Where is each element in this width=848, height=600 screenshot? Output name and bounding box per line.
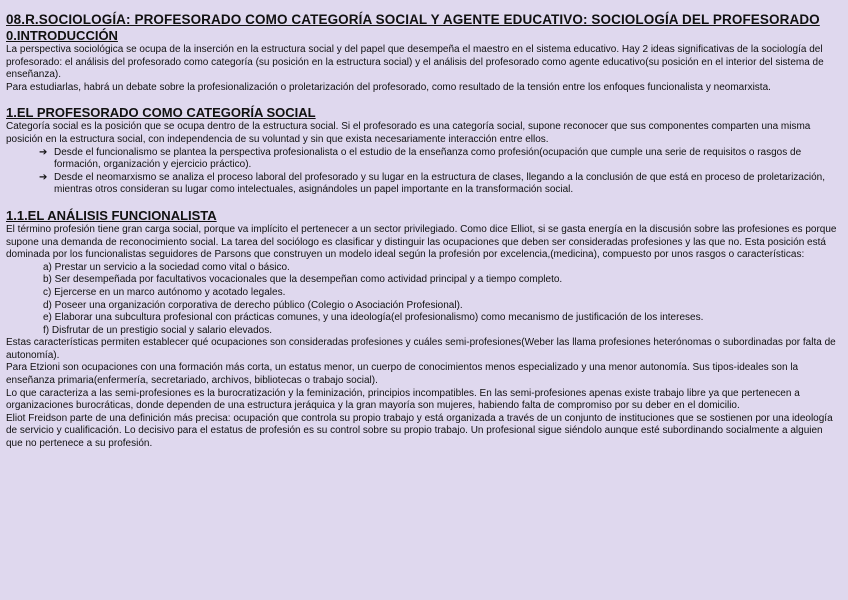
trait-item: c) Ejercerse en un marco autónomo y acotado legales. <box>43 286 286 298</box>
section-heading-introduccion: 0.INTRODUCCIÓN <box>6 28 118 43</box>
traits-list <box>6 262 842 338</box>
trait-item: e) Elaborar una subcultura profesional con prácticas comunes, y una ideología(el profesionalismo) como mecanismo de justificación de los intereses. <box>43 312 704 324</box>
paragraph: El término profesión tiene gran carga social, porque va implícito el pertenecer a un sector privilegiado. Como dice Elliot, si se gasta energía en la discusión sobre las profesiones es porque supone una demanda de reconocimiento social. La tarea del sociólogo es clasificar y distinguir las ocupaciones que deben ser consideradas profesiones y las que no. Esta posición está dominada por los funcionalistas seguidores de Parsons que construyen un modelo ideal según la profesión por excelencia,(medicina), compuesto por unos rasgos o características: <box>6 223 837 261</box>
document-title: 08.R.SOCIOLOGÍA: PROFESORADO COMO CATEGORÍA SOCIAL Y AGENTE EDUCATIVO: SOCIOLOGÍA DEL PROFESORADO <box>6 12 820 27</box>
paragraph: Estas características permiten establecer qué ocupaciones son consideradas profesiones y cuáles semi-profesiones(Weber las llama profesiones heterónomas o subordinadas por falta de autonomía). <box>6 337 836 361</box>
trait-item: d) Poseer una organización corporativa de derecho público (Colegio o Asociación Profesional). <box>43 299 463 311</box>
paragraph: La perspectiva sociológica se ocupa de la inserción en la estructura social y del papel que desempeña el maestro en el sistema educativo. Hay 2 ideas significativas de la sociología del profesorado: el análisis del profesorado como categoría (su posición en la estructura social) y el análisis del profesorado como agente educativo(su posición en el interior del sistema de enseñanza). <box>6 44 824 81</box>
bullet-item <box>39 172 842 197</box>
arrow-right-icon: ➔ <box>39 146 48 158</box>
arrow-right-icon: ➔ <box>39 171 48 183</box>
trait-item: a) Prestar un servicio a la sociedad como vital o básico. <box>43 261 290 273</box>
trait-item: f) Disfrutar de un prestigio social y salario elevados. <box>43 324 272 336</box>
section-heading-categoria-social: 1.EL PROFESORADO COMO CATEGORÍA SOCIAL <box>6 105 316 121</box>
bullet-text: Desde el neomarxismo se analiza el proceso laboral del profesorado y su lugar en la estructura de clases, llegando a la conclusión de que está en proceso de proletarización, mientras otros consideran su lugar como intelectuales, asignándoles un papel importante en la transformación social. <box>54 171 826 196</box>
paragraph: Eliot Freidson parte de una definición más precisa: ocupación que controla su propio trabajo y está organizada a través de un conjunto de instituciones que se sostienen por una ideología de servicio y cualificación. Lo decisivo para el estatus de profesión es su control sobre su propio trabajo. Un profesional sigue siéndolo aunque esté subordinando socialmente a alguien que no pertenece a su profesión. <box>6 412 833 450</box>
paragraph: Para estudiarlas, habrá un debate sobre la profesionalización o proletarización del profesorado, como resultado de la tensión entre los enfoques funcionalista y neomarxista. <box>6 81 771 93</box>
paragraph: Para Etzioni son ocupaciones con una formación más corta, un estatus menor, un cuerpo de conocimientos menos especializado y una menor autonomía. Sus tipos-ideales son la enseñanza primaria(enfermería, secretariado, archivos, bibliotecas o trabajo social). <box>6 362 799 387</box>
paragraph: Categoría social es la posición que se ocupa dentro de la estructura social. Si el profesorado es una categoría social, supone reconocer que sus componentes comparten una misma posición en la estructura social, con independencia de su voluntad y sin que exista necesariamente interacción entre ellos. <box>6 121 811 145</box>
paragraph: Lo que caracteriza a las semi-profesiones es la burocratización y la feminización, principios incompatibles. En las semi-profesiones apenas existe trabajo libre ya que pertenecen a organizaciones burocráticas, donde dependen de una estructura jeráquica y la gran mayoría son mujeres, habiendo falta de compromiso por su deber en el domicilio. <box>6 387 800 412</box>
bullet-list <box>6 147 842 197</box>
bullet-item <box>39 147 842 172</box>
trait-item: b) Ser desempeñada por facultativos vocacionales que la desempeñan como actividad principal y a tiempo completo. <box>43 274 563 286</box>
bullet-text: Desde el funcionalismo se plantea la perspectiva profesionalista o el estudio de la enseñanza como profesión(ocupación que cumple una serie de requisitos o rasgos de formación, organización y ejercicio práctico). <box>54 146 802 171</box>
section-heading-analisis-funcionalista: 1.1.EL ANÁLISIS FUNCIONALISTA <box>6 207 217 223</box>
